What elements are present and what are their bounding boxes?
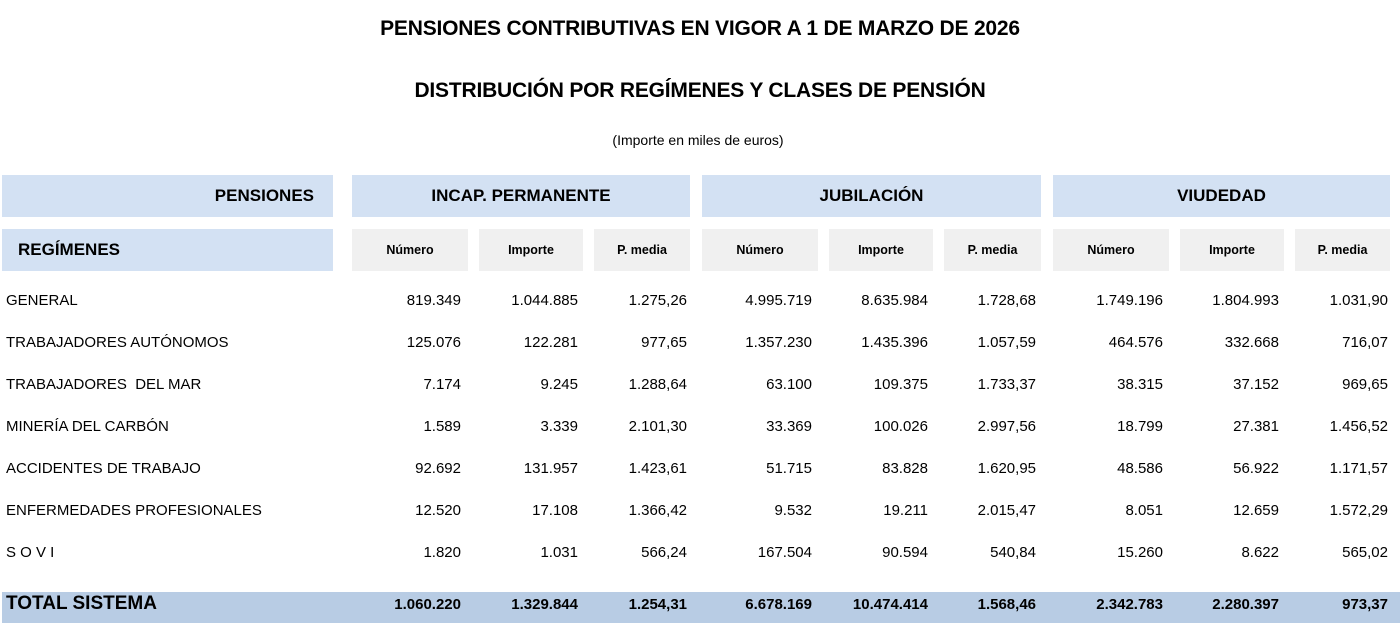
- cell-incap-numero: 125.076: [406, 334, 461, 351]
- group-header-jubilacion: JUBILACIÓN: [702, 175, 1041, 217]
- cell-viudedad-importe: 27.381: [1233, 418, 1279, 435]
- cell-incap-importe: 3.339: [540, 418, 578, 435]
- cell-jubilacion-importe: 19.211: [883, 502, 928, 519]
- cell-jubilacion-numero: 1.357.230: [745, 334, 812, 351]
- cell-incap-importe: 9.245: [540, 376, 578, 393]
- cell-viudedad-numero: 38.315: [1117, 376, 1163, 393]
- cell-viudedad-pmedia: 716,07: [1342, 334, 1388, 351]
- group-header-incap: INCAP. PERMANENTE: [352, 175, 690, 217]
- cell-incap-numero: 1.589: [423, 418, 461, 435]
- cell-viudedad-importe: 12.659: [1233, 502, 1279, 519]
- col-header-viudedad-pmedia: P. media: [1295, 229, 1390, 271]
- cell-jubilacion-pmedia: 2.997,56: [977, 418, 1036, 435]
- col-header-incap-numero: Número: [352, 229, 468, 271]
- cell-jubilacion-pmedia: 1.057,59: [977, 334, 1036, 351]
- cell-viudedad-pmedia: 1.456,52: [1329, 418, 1388, 435]
- cell-jubilacion-pmedia: 1.733,37: [977, 376, 1036, 393]
- total-incap-numero: 1.060.220: [394, 596, 461, 613]
- col-header-jubilacion-pmedia: P. media: [944, 229, 1041, 271]
- cell-jubilacion-importe: 90.594: [882, 544, 928, 561]
- cell-jubilacion-numero: 51.715: [766, 460, 812, 477]
- cell-incap-pmedia: 1.275,26: [628, 292, 687, 309]
- cell-jubilacion-pmedia: 1.728,68: [977, 292, 1036, 309]
- cell-incap-numero: 92.692: [415, 460, 461, 477]
- col-header-viudedad-numero: Número: [1053, 229, 1169, 271]
- col-header-jubilacion-importe: Importe: [829, 229, 933, 271]
- cell-incap-pmedia: 977,65: [641, 334, 687, 351]
- cell-incap-numero: 7.174: [423, 376, 461, 393]
- row-label: ENFERMEDADES PROFESIONALES: [6, 502, 262, 519]
- row-label: S O V I: [6, 544, 55, 561]
- col-header-incap-pmedia: P. media: [594, 229, 690, 271]
- cell-viudedad-pmedia: 1.171,57: [1329, 460, 1388, 477]
- page-subtitle: DISTRIBUCIÓN POR REGÍMENES Y CLASES DE PENSIÓN: [414, 79, 986, 102]
- cell-viudedad-pmedia: 1.031,90: [1329, 292, 1388, 309]
- cell-jubilacion-importe: 109.375: [873, 376, 928, 393]
- total-jubilacion-importe: 10.474.414: [852, 596, 928, 613]
- cell-jubilacion-numero: 167.504: [757, 544, 812, 561]
- corner-header-pensiones: PENSIONES: [2, 175, 333, 217]
- cell-viudedad-pmedia: 1.572,29: [1329, 502, 1388, 519]
- row-label: TRABAJADORES AUTÓNOMOS: [6, 334, 229, 351]
- cell-jubilacion-importe: 100.026: [873, 418, 928, 435]
- row-label: ACCIDENTES DE TRABAJO: [6, 460, 201, 477]
- cell-viudedad-numero: 48.586: [1117, 460, 1163, 477]
- cell-incap-importe: 122.281: [523, 334, 578, 351]
- cell-incap-importe: 17.108: [532, 502, 578, 519]
- cell-incap-numero: 12.520: [415, 502, 461, 519]
- cell-jubilacion-importe: 83.828: [882, 460, 928, 477]
- row-label: GENERAL: [6, 292, 78, 309]
- corner-header-regimenes: REGÍMENES: [2, 229, 333, 271]
- cell-viudedad-importe: 56.922: [1233, 460, 1279, 477]
- cell-incap-numero: 1.820: [423, 544, 461, 561]
- cell-incap-numero: 819.349: [406, 292, 461, 309]
- cell-viudedad-importe: 8.622: [1241, 544, 1279, 561]
- row-label: MINERÍA DEL CARBÓN: [6, 418, 169, 435]
- total-viudedad-numero: 2.342.783: [1096, 596, 1163, 613]
- cell-jubilacion-pmedia: 2.015,47: [977, 502, 1036, 519]
- cell-viudedad-numero: 18.799: [1117, 418, 1163, 435]
- cell-jubilacion-numero: 4.995.719: [745, 292, 812, 309]
- cell-incap-pmedia: 2.101,30: [628, 418, 687, 435]
- cell-jubilacion-numero: 33.369: [766, 418, 812, 435]
- total-jubilacion-numero: 6.678.169: [745, 596, 812, 613]
- cell-jubilacion-importe: 8.635.984: [861, 292, 928, 309]
- cell-incap-pmedia: 1.288,64: [628, 376, 687, 393]
- col-header-jubilacion-numero: Número: [702, 229, 818, 271]
- total-incap-importe: 1.329.844: [511, 596, 578, 613]
- cell-viudedad-numero: 464.576: [1108, 334, 1163, 351]
- cell-incap-importe: 1.044.885: [511, 292, 578, 309]
- unit-note: (Importe en miles de euros): [612, 132, 784, 148]
- group-header-viudedad: VIUDEDAD: [1053, 175, 1390, 217]
- cell-incap-importe: 1.031: [540, 544, 578, 561]
- cell-jubilacion-numero: 63.100: [766, 376, 812, 393]
- cell-viudedad-importe: 332.668: [1224, 334, 1279, 351]
- total-row-label: TOTAL SISTEMA: [6, 593, 157, 614]
- cell-incap-importe: 131.957: [523, 460, 578, 477]
- page-title: PENSIONES CONTRIBUTIVAS EN VIGOR A 1 DE MARZO DE 2026: [380, 17, 1020, 40]
- cell-viudedad-numero: 8.051: [1125, 502, 1163, 519]
- cell-jubilacion-pmedia: 540,84: [990, 544, 1036, 561]
- total-jubilacion-pmedia: 1.568,46: [977, 596, 1036, 613]
- cell-incap-pmedia: 566,24: [641, 544, 687, 561]
- total-incap-pmedia: 1.254,31: [628, 596, 687, 613]
- row-label: TRABAJADORES DEL MAR: [6, 376, 202, 393]
- cell-viudedad-pmedia: 565,02: [1342, 544, 1388, 561]
- cell-incap-pmedia: 1.366,42: [628, 502, 687, 519]
- col-header-viudedad-importe: Importe: [1180, 229, 1284, 271]
- cell-jubilacion-numero: 9.532: [774, 502, 812, 519]
- total-viudedad-importe: 2.280.397: [1212, 596, 1279, 613]
- cell-viudedad-numero: 1.749.196: [1096, 292, 1163, 309]
- cell-viudedad-importe: 37.152: [1233, 376, 1279, 393]
- cell-viudedad-numero: 15.260: [1117, 544, 1163, 561]
- col-header-incap-importe: Importe: [479, 229, 583, 271]
- cell-viudedad-pmedia: 969,65: [1342, 376, 1388, 393]
- cell-incap-pmedia: 1.423,61: [628, 460, 687, 477]
- cell-jubilacion-importe: 1.435.396: [861, 334, 928, 351]
- total-viudedad-pmedia: 973,37: [1342, 596, 1388, 613]
- cell-viudedad-importe: 1.804.993: [1212, 292, 1279, 309]
- cell-jubilacion-pmedia: 1.620,95: [977, 460, 1036, 477]
